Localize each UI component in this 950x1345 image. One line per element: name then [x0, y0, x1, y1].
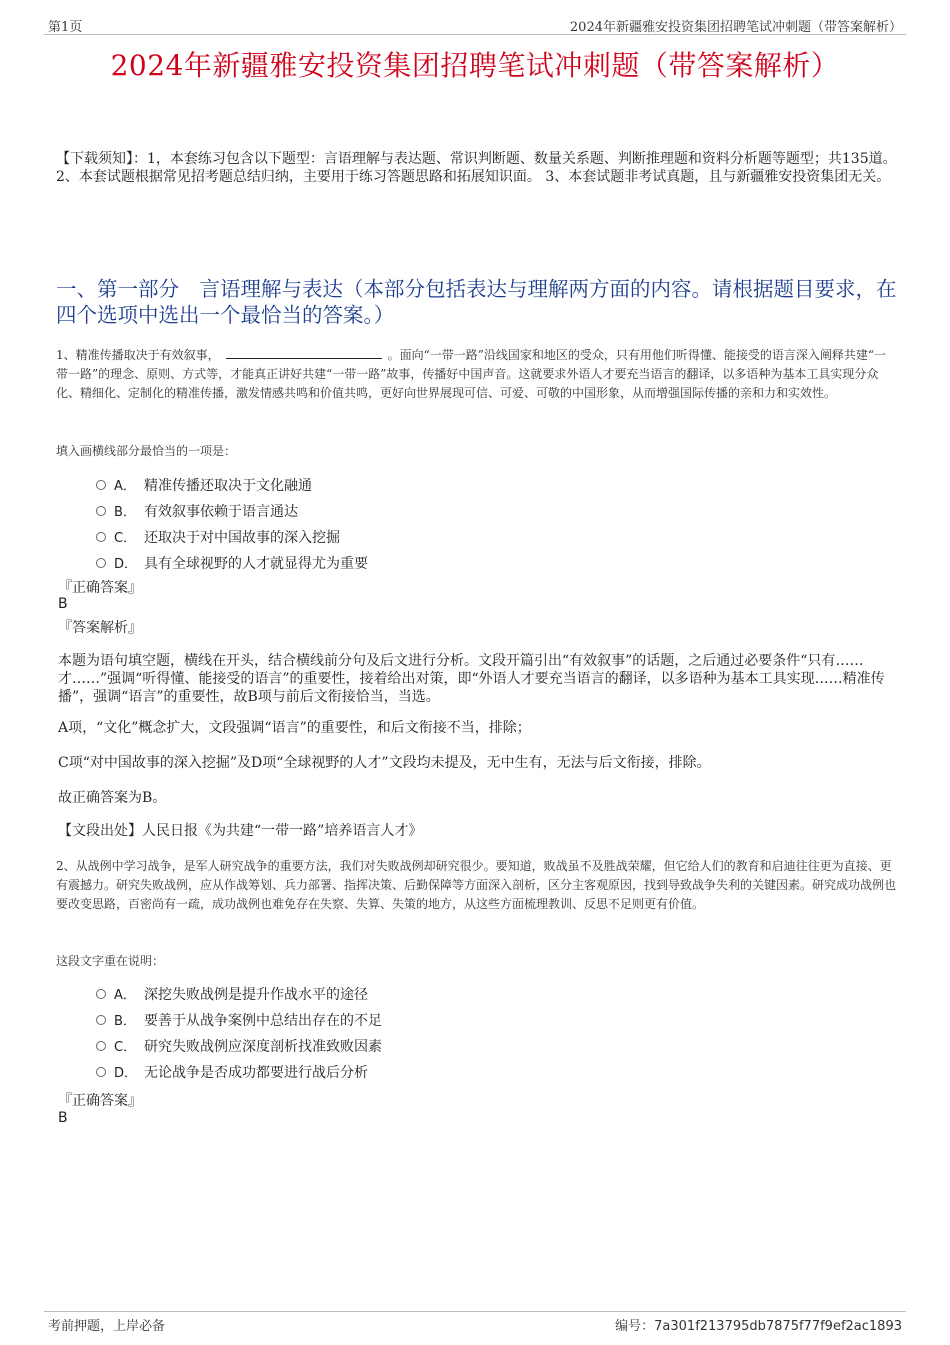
option-letter: B．: [114, 505, 136, 520]
option-text: 还取决于对中国故事的深入挖掘: [144, 530, 340, 546]
radio-icon[interactable]: [96, 532, 106, 542]
analysis-paragraph: C项“对中国故事的深入挖掘”及D项“全球视野的人才”文段均未提及，无中生有，无法与后文衔接，排除。: [58, 755, 711, 771]
fill-blank: [226, 346, 382, 359]
question-1-stem-before: 1、精准传播取决于有效叙事，: [56, 348, 220, 362]
question-2-option-c[interactable]: [96, 1037, 382, 1057]
header-doc-title: 2024年新疆雅安投资集团招聘笔试冲刺题（带答案解析）: [569, 20, 902, 35]
page-footer: [44, 1311, 906, 1334]
question-1-stem: [56, 346, 898, 403]
option-letter: D．: [114, 557, 138, 572]
question-1-option-c[interactable]: [96, 528, 340, 548]
option-text: 研究失败战例应深度剖析找准致败因素: [144, 1039, 382, 1055]
option-text: 要善于从战争案例中总结出存在的不足: [144, 1013, 382, 1029]
question-1-option-a[interactable]: [96, 476, 312, 496]
radio-icon[interactable]: [96, 480, 106, 490]
question-1-option-d[interactable]: [96, 554, 368, 574]
correct-answer-label: 『正确答案』: [58, 580, 142, 596]
option-letter: A．: [114, 988, 136, 1003]
option-text: 有效叙事依赖于语言通达: [144, 504, 298, 520]
footer-doc-id: 编号：7a301f213795db7875f77f9ef2ac1893: [615, 1319, 902, 1334]
radio-icon[interactable]: [96, 1041, 106, 1051]
correct-answer-label: 『正确答案』: [58, 1093, 142, 1109]
radio-icon[interactable]: [96, 1015, 106, 1025]
question-1-option-b[interactable]: [96, 502, 298, 522]
analysis-paragraph: 本题为语句填空题，横线在开头，结合横线前分句及后文进行分析。文段开篇引出“有效叙事”的话题，之后通过必要条件“只有……才……”强调“听得懂、能接受的语言”的重要性，接着给出对策，即“外语人才要充当语言的翻译，以多语种为基本工具实现……精准传播”，强调“语言”的重要性，故B项与前后文衔接恰当，当选。: [58, 653, 885, 705]
option-text: 精准传播还取决于文化融通: [144, 478, 312, 494]
question-2-option-d[interactable]: [96, 1063, 368, 1083]
passage-source: 【文段出处】人民日报《为共建“一带一路”培养语言人才》: [58, 823, 423, 839]
option-text: 无论战争是否成功都要进行战后分析: [144, 1065, 368, 1081]
radio-icon[interactable]: [96, 989, 106, 999]
option-letter: A．: [114, 479, 136, 494]
page-number: 第1页: [48, 20, 83, 35]
option-letter: C．: [114, 1040, 137, 1055]
section-heading: 一、第一部分 言语理解与表达（本部分包括表达与理解两方面的内容。请根据题目要求，在四个选项中选出一个最恰当的答案。）: [56, 277, 897, 327]
option-letter: B．: [114, 1014, 136, 1029]
radio-icon[interactable]: [96, 506, 106, 516]
option-text: 深挖失败战例是提升作战水平的途径: [144, 987, 368, 1003]
radio-icon[interactable]: [96, 558, 106, 568]
page-header: [44, 14, 906, 35]
option-letter: C．: [114, 531, 137, 546]
radio-icon[interactable]: [96, 1067, 106, 1077]
analysis-label: 『答案解析』: [58, 620, 142, 636]
analysis-paragraph: A项，“文化”概念扩大，文段强调“语言”的重要性，和后文衔接不当，排除；: [58, 720, 531, 736]
footer-slogan: 考前押题，上岸必备: [48, 1319, 166, 1334]
download-notice: 【下载须知】：1，本套练习包含以下题型：言语理解与表达题、常识判断题、数量关系题、判断推理题和资料分析题等题型；共135道。 2、本套试题根据常见招考题总结归纳，主要用于练习答题思路和拓展知识面。 3、本套试题非考试真题，且与新疆雅安投资集团无关。: [56, 151, 897, 185]
question-1-prompt: 填入画横线部分最恰当的一项是：: [56, 444, 237, 458]
option-text: 具有全球视野的人才就显得尤为重要: [144, 556, 368, 572]
question-2-option-a[interactable]: [96, 985, 368, 1005]
question-2-prompt: 这段文字重在说明：: [56, 954, 165, 968]
option-letter: D．: [114, 1066, 138, 1081]
correct-answer-value: B: [58, 1110, 68, 1126]
question-2-option-b[interactable]: [96, 1011, 382, 1031]
analysis-conclusion: 故正确答案为B。: [58, 790, 167, 806]
correct-answer-value: B: [58, 596, 68, 612]
page-title: 2024年新疆雅安投资集团招聘笔试冲刺题（带答案解析）: [110, 49, 840, 82]
question-2-stem: 2、从战例中学习战争，是军人研究战争的重要方法，我们对失败战例却研究很少。要知道，败战虽不及胜战荣耀，但它给人们的教育和启迪往往更为直接、更有震撼力。研究失败战例，应从作战筹划、兵力部署、指挥决策、后勤保障等方面深入剖析，区分主客观原因，找到导致战争失利的关键因素。研究成功战例也要改变思路，百密尚有一疏，成功战例也难免存在失察、失算、失策的地方，从这些方面梳理教训、反思不足则更有价值。: [56, 859, 897, 911]
question-1-stem-after: 。面向“一带一路”沿线国家和地区的受众，只有用他们听得懂、能接受的语言深入阐释共建“一带一路”的理念、原则、方式等，才能真正讲好共建“一带一路”故事，传播好中国声音。这就要求外语人才要充当语言的翻译，以多语种为基本工具实现分众化、精细化、定制化的精准传播，激发情感共鸣和价值共鸣，更好向世界展现可信、可爱、可敬的中国形象，从而增强国际传播的亲和力和实效性。: [56, 348, 887, 400]
